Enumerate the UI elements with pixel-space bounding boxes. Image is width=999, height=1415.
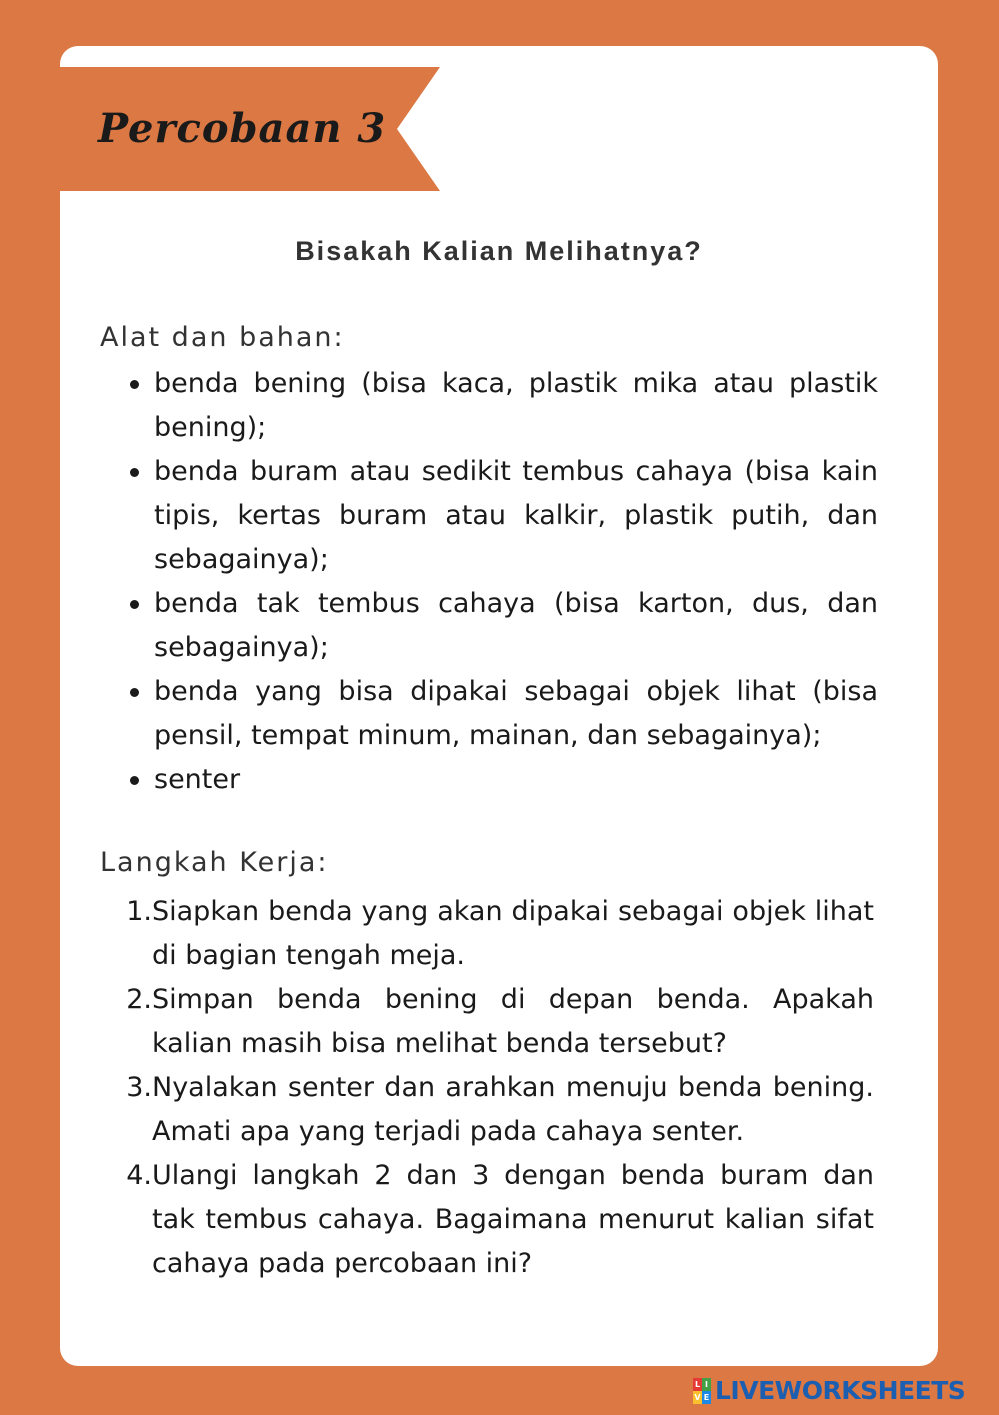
- page-title: Bisakah Kalian Melihatnya?: [295, 236, 703, 266]
- step-text: Siapkan benda yang akan dipakai sebagai objek lihat di bagian tengah meja.: [152, 896, 874, 971]
- live-badge-icon: [693, 1378, 711, 1404]
- liveworksheets-logo[interactable]: [693, 1376, 965, 1405]
- step-number: 3.: [126, 1072, 152, 1103]
- step-item: [122, 978, 874, 1066]
- tools-heading: Alat dan bahan:: [100, 322, 345, 353]
- badge-letter: V: [694, 1392, 701, 1402]
- badge-letter: I: [702, 1378, 711, 1391]
- step-number: 1.: [126, 896, 152, 927]
- tool-item: benda tak tembus cahaya (bisa karton, dus, dan sebagainya);: [128, 582, 878, 670]
- step-text: Nyalakan senter dan arahkan menuju benda bening. Amati apa yang terjadi pada cahaya senter.: [152, 1072, 874, 1147]
- tool-item: benda buram atau sedikit tembus cahaya (bisa kain tipis, kertas buram atau kalkir, plastik putih, dan sebagainya);: [128, 450, 878, 582]
- step-item: [122, 890, 874, 978]
- experiment-title: Percobaan 3: [98, 105, 387, 152]
- tool-item: senter: [128, 758, 878, 802]
- badge-letter: E: [703, 1392, 710, 1402]
- header-banner: [60, 67, 440, 191]
- step-item: [122, 1154, 874, 1286]
- step-number: 4.: [126, 1160, 152, 1191]
- steps-list: [122, 890, 874, 1286]
- tool-item: benda bening (bisa kaca, plastik mika atau plastik bening);: [128, 362, 878, 450]
- tool-item: benda yang bisa dipakai sebagai objek lihat (bisa pensil, tempat minum, mainan, dan sebagainya);: [128, 670, 878, 758]
- step-number: 2.: [126, 984, 152, 1015]
- tools-list: [128, 362, 878, 802]
- step-text: Ulangi langkah 2 dan 3 dengan benda buram dan tak tembus cahaya. Bagaimana menurut kalian sifat cahaya pada percobaan ini?: [152, 1160, 874, 1279]
- logo-text: LIVEWORKSHEETS: [715, 1376, 966, 1405]
- step-text: Simpan benda bening di depan benda. Apakah kalian masih bisa melihat benda tersebut?: [152, 984, 874, 1059]
- badge-letter: L: [694, 1379, 701, 1389]
- steps-heading: Langkah Kerja:: [100, 847, 329, 878]
- step-item: [122, 1066, 874, 1154]
